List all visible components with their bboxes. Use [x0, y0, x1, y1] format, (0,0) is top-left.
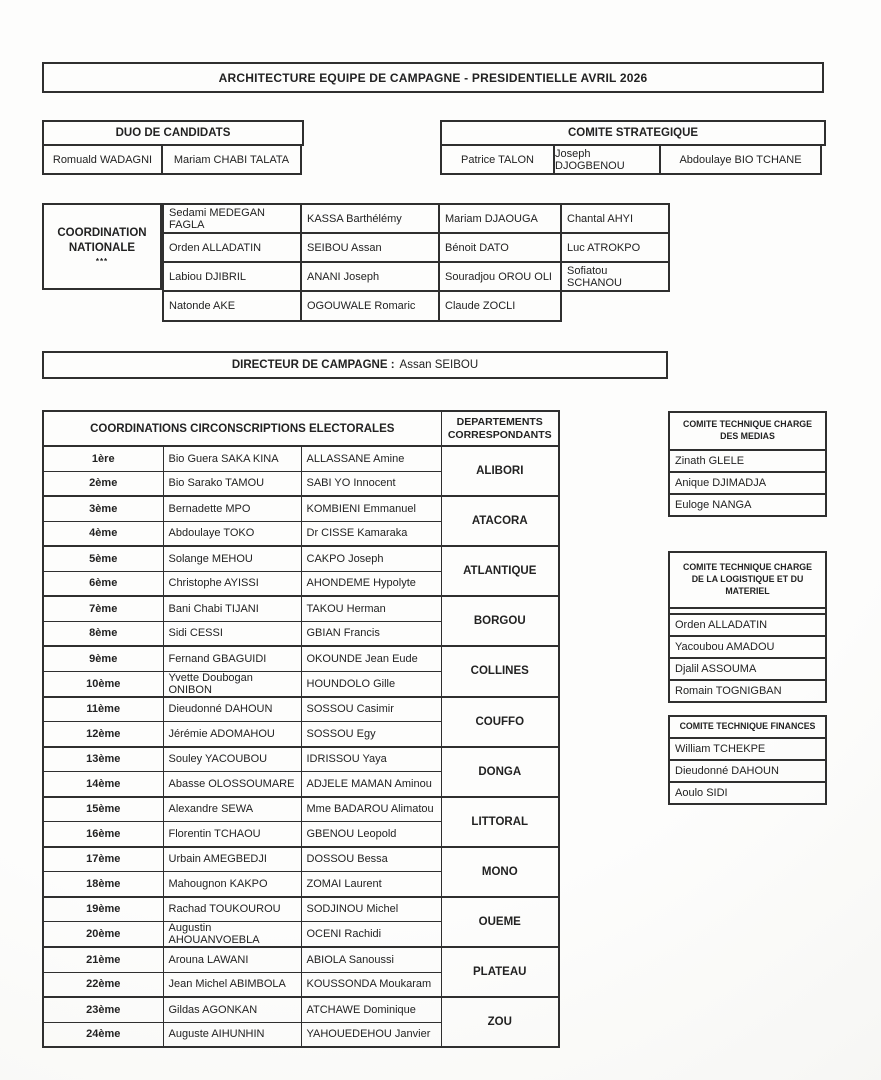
coordinator-cell: ABIOLA Sanoussi: [301, 947, 441, 972]
committee-member: Anique DJIMADJA: [668, 471, 827, 495]
coordinator-cell: KOUSSONDA Moukaram: [301, 972, 441, 997]
national-coordination-label: [42, 203, 162, 290]
ordinal-cell: 17ème: [43, 847, 163, 872]
committee-member: William TCHEKPE: [668, 737, 827, 761]
coordinator-cell: Dr CISSE Kamaraka: [301, 521, 441, 546]
coordinator-cell: ZOMAI Laurent: [301, 872, 441, 897]
national-coordination-cell: ANANI Joseph: [301, 262, 439, 291]
committee-member: Orden ALLADATIN: [668, 613, 827, 637]
ordinal-cell: 7ème: [43, 596, 163, 621]
national-coordination-row: [163, 291, 669, 321]
strategic-member-cell: Joseph DJOGBENOU: [553, 144, 661, 175]
campaign-director-banner: [42, 351, 668, 379]
strategic-committee-header: COMITE STRATEGIQUE: [440, 120, 826, 146]
national-coordination-cell: Luc ATROKPO: [561, 233, 669, 262]
ordinal-cell: 8ème: [43, 621, 163, 646]
ordinal-cell: 22ème: [43, 972, 163, 997]
ordinal-cell: 18ème: [43, 872, 163, 897]
ordinal-cell: 23ème: [43, 997, 163, 1022]
coordinator-cell: CAKPO Joseph: [301, 546, 441, 571]
coordinator-cell: Arouna LAWANI: [163, 947, 301, 972]
national-coordination-row: [163, 204, 669, 233]
department-cell: LITTORAL: [441, 797, 559, 847]
committee-member: Yacoubou AMADOU: [668, 635, 827, 659]
department-cell: PLATEAU: [441, 947, 559, 997]
committee-member: Zinath GLELE: [668, 449, 827, 473]
committee-title: COMITE TECHNIQUE CHARGE DE LA LOGISTIQUE ET DU MATERIEL: [668, 551, 827, 609]
committee-member: Aoulo SIDI: [668, 781, 827, 805]
ordinal-cell: 10ème: [43, 671, 163, 697]
department-cell: ATLANTIQUE: [441, 546, 559, 596]
electoral-table-row: [43, 897, 559, 922]
coordinator-cell: Florentin TCHAOU: [163, 822, 301, 847]
national-coordination-cell: Sofiatou SCHANOU: [561, 262, 669, 291]
duo-member-cell: Romuald WADAGNI: [42, 144, 163, 175]
coordinator-cell: YAHOUEDEHOU Janvier: [301, 1022, 441, 1047]
coordinator-cell: ADJELE MAMAN Aminou: [301, 772, 441, 797]
electoral-table-row: [43, 947, 559, 972]
department-cell: MONO: [441, 847, 559, 897]
coordinator-cell: IDRISSOU Yaya: [301, 747, 441, 772]
ordinal-cell: 6ème: [43, 571, 163, 596]
coordinator-cell: Dieudonné DAHOUN: [163, 697, 301, 722]
electoral-header: COORDINATIONS CIRCONSCRIPTIONS ELECTORALES: [43, 411, 441, 446]
coordinator-cell: HOUNDOLO Gille: [301, 671, 441, 697]
technical-committee: [668, 411, 827, 517]
committee-member: Djalil ASSOUMA: [668, 657, 827, 681]
committees-column: [668, 0, 827, 1080]
electoral-table-row: [43, 496, 559, 521]
electoral-table-row: [43, 446, 559, 471]
electoral-table-row: [43, 997, 559, 1022]
coordinator-cell: SOSSOU Casimir: [301, 697, 441, 722]
department-cell: DONGA: [441, 747, 559, 797]
national-coordination-cell: Souradjou OROU OLI: [439, 262, 561, 291]
coordinator-cell: Jean Michel ABIMBOLA: [163, 972, 301, 997]
coordinator-cell: Fernand GBAGUIDI: [163, 646, 301, 671]
electoral-table-body: [43, 411, 559, 1047]
director-label: DIRECTEUR DE CAMPAGNE :: [231, 359, 395, 371]
technical-committee: [668, 715, 827, 805]
committee-member: Euloge NANGA: [668, 493, 827, 517]
ordinal-cell: 12ème: [43, 722, 163, 747]
ordinal-cell: 21ème: [43, 947, 163, 972]
coordinator-cell: SODJINOU Michel: [301, 897, 441, 922]
ordinal-cell: 24ème: [43, 1022, 163, 1047]
coordinator-cell: SABI YO Innocent: [301, 471, 441, 496]
coordinator-cell: Mahougnon KAKPO: [163, 872, 301, 897]
national-coordination-cell: Claude ZOCLI: [439, 291, 561, 321]
coordinator-cell: Rachad TOUKOUROU: [163, 897, 301, 922]
national-coordination-row: [163, 233, 669, 262]
strategic-member-cell: Abdoulaye BIO TCHANE: [659, 144, 822, 175]
national-coordination-note: ***: [95, 256, 109, 266]
coordinator-cell: OCENI Rachidi: [301, 922, 441, 948]
department-cell: ZOU: [441, 997, 559, 1047]
director-name: Assan SEIBOU: [399, 359, 479, 371]
coordinator-cell: Yvette Doubogan ONIBON: [163, 671, 301, 697]
coordinator-cell: Abdoulaye TOKO: [163, 521, 301, 546]
coordinator-cell: DOSSOU Bessa: [301, 847, 441, 872]
departments-header: DEPARTEMENTS CORRESPONDANTS: [441, 411, 559, 446]
coordinator-cell: Abasse OLOSSOUMARE: [163, 772, 301, 797]
document-title: ARCHITECTURE EQUIPE DE CAMPAGNE - PRESIDENTIELLE AVRIL 2026: [42, 62, 824, 93]
ordinal-cell: 9ème: [43, 646, 163, 671]
ordinal-cell: 1ère: [43, 446, 163, 471]
national-coordination-cell: Labiou DJIBRIL: [163, 262, 301, 291]
electoral-table-row: [43, 646, 559, 671]
ordinal-cell: 13ème: [43, 747, 163, 772]
ordinal-cell: 3ème: [43, 496, 163, 521]
national-coordination-grid: [162, 203, 670, 322]
national-coordination-cell: SEIBOU Assan: [301, 233, 439, 262]
ordinal-cell: 20ème: [43, 922, 163, 948]
coordinator-cell: Gildas AGONKAN: [163, 997, 301, 1022]
national-coordination-cell: KASSA Barthélémy: [301, 204, 439, 233]
coordinator-cell: Urbain AMEGBEDJI: [163, 847, 301, 872]
ordinal-cell: 14ème: [43, 772, 163, 797]
duo-candidates-section: [42, 120, 304, 175]
electoral-table-row: [43, 546, 559, 571]
electoral-table-row: [43, 747, 559, 772]
national-coordination-cell: OGOUWALE Romaric: [301, 291, 439, 321]
ordinal-cell: 5ème: [43, 546, 163, 571]
coordinator-cell: Auguste AIHUNHIN: [163, 1022, 301, 1047]
national-coordination-cell: Orden ALLADATIN: [163, 233, 301, 262]
ordinal-cell: 19ème: [43, 897, 163, 922]
committee-title: COMITE TECHNIQUE FINANCES: [668, 715, 827, 739]
coordinator-cell: Jérémie ADOMAHOU: [163, 722, 301, 747]
ordinal-cell: 11ème: [43, 697, 163, 722]
coordinator-cell: GBENOU Leopold: [301, 822, 441, 847]
coordinator-cell: Souley YACOUBOU: [163, 747, 301, 772]
committee-title: COMITE TECHNIQUE CHARGE DES MEDIAS: [668, 411, 827, 451]
committee-member: Romain TOGNIGBAN: [668, 679, 827, 703]
electoral-table-row: [43, 797, 559, 822]
coordinator-cell: Bernadette MPO: [163, 496, 301, 521]
coordinator-cell: TAKOU Herman: [301, 596, 441, 621]
coordinator-cell: Christophe AYISSI: [163, 571, 301, 596]
coordinator-cell: Mme BADAROU Alimatou: [301, 797, 441, 822]
coordinator-cell: Alexandre SEWA: [163, 797, 301, 822]
coordinator-cell: Bio Sarako TAMOU: [163, 471, 301, 496]
coordinator-cell: Bio Guera SAKA KINA: [163, 446, 301, 471]
department-cell: COLLINES: [441, 646, 559, 697]
coordinator-cell: AHONDEME Hypolyte: [301, 571, 441, 596]
coordinator-cell: OKOUNDE Jean Eude: [301, 646, 441, 671]
electoral-coordinations-table: [42, 410, 560, 1048]
department-cell: BORGOU: [441, 596, 559, 646]
electoral-table-row: [43, 697, 559, 722]
coordinator-cell: ALLASSANE Amine: [301, 446, 441, 471]
coordinator-cell: KOMBIENI Emmanuel: [301, 496, 441, 521]
department-cell: ALIBORI: [441, 446, 559, 496]
national-coordination-cell: Bénoit DATO: [439, 233, 561, 262]
national-coordination-cell: Mariam DJAOUGA: [439, 204, 561, 233]
coordinator-cell: Augustin AHOUANVOEBLA: [163, 922, 301, 948]
coordinator-cell: Bani Chabi TIJANI: [163, 596, 301, 621]
coordinator-cell: Sidi CESSI: [163, 621, 301, 646]
coordinator-cell: SOSSOU Egy: [301, 722, 441, 747]
department-cell: OUEME: [441, 897, 559, 948]
coordinator-cell: GBIAN Francis: [301, 621, 441, 646]
duo-member-cell: Mariam CHABI TALATA: [161, 144, 302, 175]
ordinal-cell: 4ème: [43, 521, 163, 546]
committee-member: Dieudonné DAHOUN: [668, 759, 827, 783]
strategic-member-cell: Patrice TALON: [440, 144, 555, 175]
coordinator-cell: Solange MEHOU: [163, 546, 301, 571]
national-coordination-label-text: COORDINATION NATIONALE: [57, 226, 147, 254]
ordinal-cell: 16ème: [43, 822, 163, 847]
national-coordination-cell: Natonde AKE: [163, 291, 301, 321]
department-cell: ATACORA: [441, 496, 559, 546]
electoral-table-row: [43, 847, 559, 872]
national-coordination-cell: Sedami MEDEGAN FAGLA: [163, 204, 301, 233]
department-cell: COUFFO: [441, 697, 559, 747]
electoral-table-row: [43, 596, 559, 621]
ordinal-cell: 2ème: [43, 471, 163, 496]
national-coordination-body: [163, 204, 669, 321]
duo-members-row: [42, 144, 304, 175]
national-coordination-row: [163, 262, 669, 291]
duo-header: DUO DE CANDIDATS: [42, 120, 304, 146]
ordinal-cell: 15ème: [43, 797, 163, 822]
electoral-table-header-row: [43, 411, 559, 446]
technical-committee: [668, 551, 827, 703]
coordinator-cell: ATCHAWE Dominique: [301, 997, 441, 1022]
national-coordination-cell: Chantal AHYI: [561, 204, 669, 233]
